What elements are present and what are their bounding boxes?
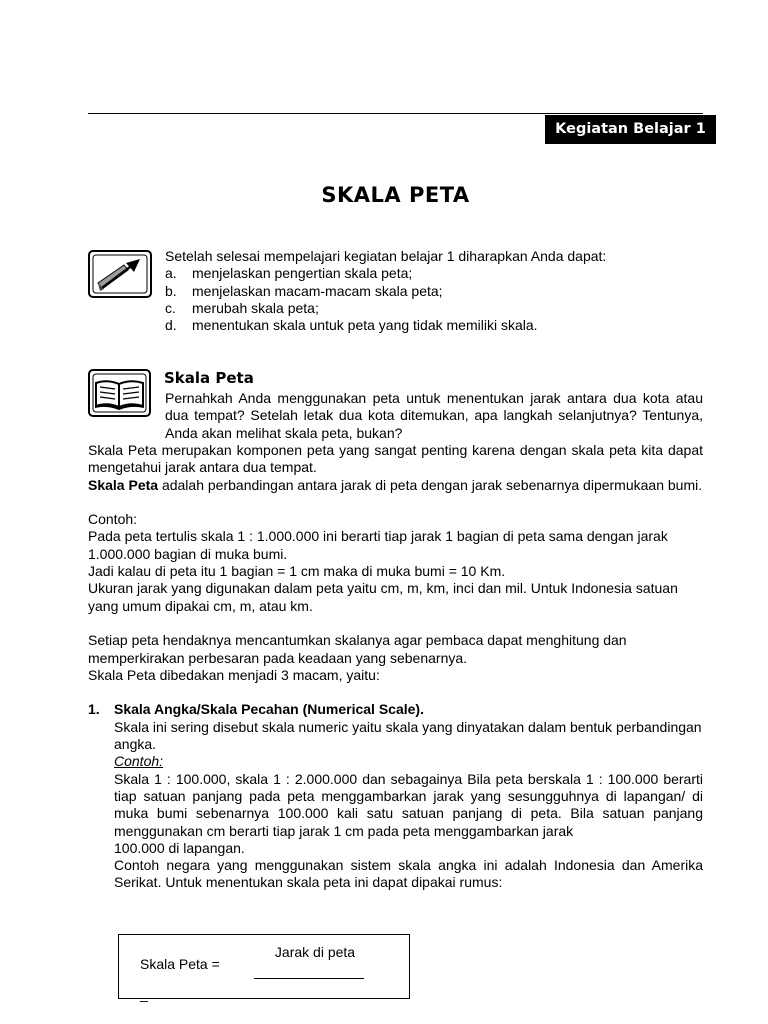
- list-item-letter: b.: [165, 282, 177, 299]
- objectives-list: [165, 265, 705, 334]
- list-item-letter: c.: [165, 299, 176, 316]
- section-heading: Skala Peta: [164, 369, 254, 387]
- kegiatan-belajar-badge: Kegiatan Belajar 1: [545, 115, 716, 144]
- learning-objectives: [165, 248, 705, 334]
- list-item-letter: d.: [165, 317, 177, 334]
- paragraph: 100.000 di lapangan.: [114, 839, 245, 856]
- definition-term: Skala Peta: [88, 476, 159, 493]
- open-book-icon: [88, 369, 151, 417]
- fraction-line: [254, 978, 364, 979]
- paragraph: Setiap peta hendaknya mencantumkan skalanya agar pembaca dapat menghitung dan memperkirakan perbesaran pada keadaan yang sebenarnya.: [88, 632, 627, 666]
- formula-label: Skala Peta =: [140, 956, 220, 972]
- list-item: [165, 265, 705, 282]
- paragraph: Skala 1 : 100.000, skala 1 : 2.000.000 dan sebagainya Bila peta berskala 1 : 100.000 berarti tiap satuan panjang pada peta menggambarkan jarak yang sesungguhnya di lapangan/ di muka bumi sebenarnya 100.000 kali satu satuan panjang di peta. Bila satuan panjang menggunakan cm berarti tiap jarak 1 cm pada peta menggambarkan jarak: [114, 770, 703, 839]
- arrow-target-icon: [88, 250, 152, 298]
- paragraph: Ukuran jarak yang digunakan dalam peta yaitu cm, m, km, inci dan mil. Untuk Indonesia satuan yang umum dipakai cm, m, atau km.: [88, 580, 678, 614]
- formula-numerator: Jarak di peta: [274, 944, 356, 960]
- section-intro-paragraph: Pernahkah Anda menggunakan peta untuk menentukan jarak antara dua kota atau dua tempat? Setelah letak dua kota ditemukan, apa langkah selanjutnya? Tentunya, Anda akan melihat skala peta, bukan?: [165, 390, 703, 441]
- example-label: Contoh:: [88, 511, 138, 528]
- scale-type-item: [88, 701, 703, 891]
- definition-paragraph: [88, 477, 703, 494]
- formula-trailing-mark: _: [140, 986, 148, 1002]
- list-item: [165, 300, 705, 317]
- list-item-letter: a.: [165, 265, 177, 282]
- list-item: [165, 283, 705, 300]
- list-item: [165, 317, 705, 334]
- list-item-text: menjelaskan pengertian skala peta;: [192, 265, 413, 282]
- page-title: SKALA PETA: [321, 183, 470, 207]
- main-content: [88, 442, 703, 892]
- paragraph: Contoh negara yang menggunakan sistem skala angka ini adalah Indonesia dan Amerika Serikat. Untuk menentukan skala peta ini dapat dipakai rumus:: [114, 857, 703, 891]
- item-number: 1.: [88, 701, 100, 718]
- paragraph: Skala Peta dibedakan menjadi 3 macam, yaitu:: [88, 666, 380, 683]
- paragraph: Skala Peta merupakan komponen peta yang sangat penting karena dengan skala peta kita dapat mengetahui jarak antara dua tempat.: [88, 442, 703, 476]
- list-item-text: menjelaskan macam-macam skala peta;: [192, 282, 443, 299]
- list-item-text: menentukan skala untuk peta yang tidak memiliki skala.: [192, 317, 538, 334]
- objectives-intro: Setelah selesai mempelajari kegiatan belajar 1 diharapkan Anda dapat:: [165, 248, 607, 264]
- list-item-text: merubah skala peta;: [192, 299, 319, 316]
- example-label: Contoh:: [114, 753, 164, 770]
- paragraph: Pada peta tertulis skala 1 : 1.000.000 ini berarti tiap jarak 1 bagian di peta sama dengan jarak 1.000.000 bagian di muka bumi.: [88, 528, 668, 562]
- top-rule: [88, 113, 703, 114]
- paragraph: Jadi kalau di peta itu 1 bagian = 1 cm maka di muka bumi = 10 Km.: [88, 563, 506, 580]
- paragraph: Skala ini sering disebut skala numeric yaitu skala yang dinyatakan dalam bentuk perbandingan angka.: [114, 718, 702, 753]
- item-heading: Skala Angka/Skala Pecahan (Numerical Scale).: [114, 701, 424, 718]
- definition-text: adalah perbandingan antara jarak di peta dengan jarak sebenarnya dipermukaan bumi.: [158, 476, 703, 493]
